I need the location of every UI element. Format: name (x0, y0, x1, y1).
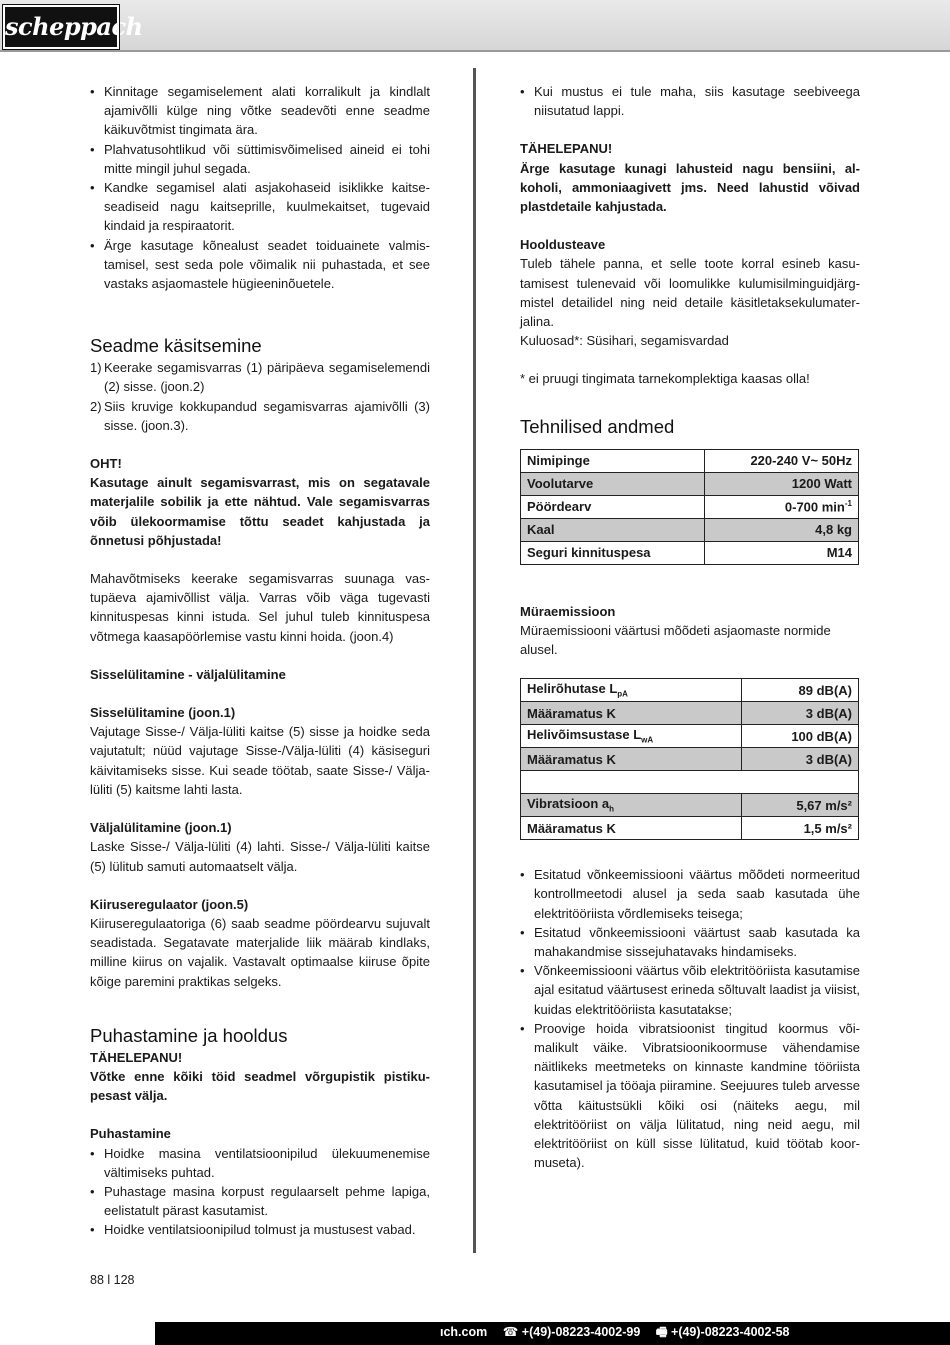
switch-on-heading: Sisselülitamine (joon.1) (90, 705, 236, 721)
noise-vibration-table (520, 678, 859, 840)
spec-value: 5,67 m/s² (741, 794, 858, 817)
section-title-cleaning: Puhastamine ja hooldus (90, 1024, 288, 1046)
footer-website[interactable]: ıch.com (440, 1325, 488, 1339)
list-item: • Hoidke ventilatsioonipilud tolmust ja mustusest vabad. (90, 1220, 430, 1239)
list-item: • Esitatud võnkeemissiooni väärtus mõõdeti normeeritud kontrollmeetodi alusel ja seda saab kasutada ühe elektritööriista võrdlemiseks teisega; (520, 865, 860, 923)
cleaning-continued-list (520, 82, 860, 120)
list-item: • Võnkeemissiooni väärtus võib elektritööriista kasutamise ajal esitatud väärtusest erineda sõltuvalt laadist ja viisist, kuidas elektritööriista kasutatakse; (520, 961, 860, 1019)
list-item: • Puhastage masina korpust regulaarselt pehme lapiga, eelistatult pärast kasutamist. (90, 1182, 430, 1220)
table-row (521, 748, 859, 771)
spec-value: 4,8 kg (704, 518, 858, 541)
step-text: Siis kruvige kokkupandud segamisvarras ajamivõlli (3) sisse. (joon.3). (104, 398, 430, 433)
table-row (521, 817, 859, 840)
step-text: Keerake segamisvarras (1) päripäeva segamiselemendi (2) sisse. (joon.2) (104, 360, 430, 395)
label-text: Vibratsioon a (527, 796, 610, 812)
warning-text: Kasutage ainult segamisvarrast, mis on segatavale materjalile sobilik ja ette nähtud. Vale segamisvarras võib ülekoormamise tõttu seadet kahjustada ja õnnetusi põhjustada! (90, 475, 430, 548)
column-divider (473, 68, 476, 1253)
step-item (90, 358, 430, 396)
speed-regulator-heading: Kiiruseregulaator (joon.5) (90, 896, 249, 912)
switch-off-heading: Väljalülitamine (joon.1) (90, 820, 232, 836)
spec-value (704, 495, 858, 518)
table-row (521, 495, 859, 518)
spec-value: 89 dB(A) (741, 679, 858, 702)
list-item: • Plahvatusohtlikud või süttimisvõimelised aineid ei tohi mitte mingil juhul segada. (90, 140, 430, 178)
list-item: • Ärge kasutage kõnealust seadet toiduainete valmistamisel, sest seda pole võimalik nii puhastada, et see vastaks asjaomastele hügieeninõuetele. (90, 236, 430, 294)
spec-label: Määramatus K (521, 748, 742, 771)
footer-contact (440, 1322, 802, 1342)
label-subscript: wA (641, 736, 654, 746)
table-row (521, 679, 859, 702)
table-row-empty (521, 771, 859, 794)
spec-label (521, 725, 742, 748)
list-item: • Kui mustus ei tule maha, siis kasutage seebiveega niisutatud lappi. (520, 82, 860, 120)
list-item: • Kandke segamisel alati asjakohaseid isiklikke kaitseseadiseid nagu kaitseprille, kuulmekaitset, tugevaid kindaid ja respiraatorit. (90, 178, 430, 236)
table-row (521, 725, 859, 748)
cleaning-bullet-list (90, 1144, 430, 1240)
list-item: • Proovige hoida vibratsioonist tingitud koormus võimalikult väike. Vibratsioonikoormuse vähendamise näitlikeks meetmeteks on kinnaste kandmine tööriista kasutamisel ja tööaja piiramine. Seejuures tuleb arvesse võtta käitustsükli kõiki osi (näiteks aegu, mil elektritööriist on välja lülitatud, ning neid aegu, mil elektritööriist on küll sisse lülitatud, kuid töötab koormuseta). (520, 1019, 860, 1173)
section-title-technical-data: Tehnilised andmed (520, 415, 675, 437)
wear-parts-text: Kuluosad*: Süsihari, segamisvardad (520, 333, 729, 349)
caution-text: Ärge kasutage kunagi lahusteid nagu bensiini, alkoholi, ammoniaagivett jms. Need lahustid võivad plastdetaile kahjustada. (520, 160, 860, 215)
table-row (521, 702, 859, 725)
spec-value: 100 dB(A) (741, 725, 858, 748)
page-number: 88 l 128 (90, 1273, 135, 1287)
spec-label (521, 794, 742, 817)
technical-data-table (520, 449, 859, 565)
caution-label: TÄHELEPANU! (90, 1049, 183, 1065)
footer-fax: 🖷 +(49)-08223-4002-58 (655, 1325, 790, 1339)
speed-value: 0-700 min (784, 499, 845, 515)
speed-regulator-text: Kiiruseregulaatoriga (6) saab seadme pöördearvu sujuvalt seadistada. Segatavate materjalide liik määrab kindlaks, milline kiirus on vajalik. Vastavalt optimaalse kiiruse õpite kõige paremini praktikas selgeks. (90, 915, 430, 989)
spec-value: M14 (704, 541, 858, 564)
switch-off-text: Laske Sisse-/ Välja-lüliti (4) lahti. Sisse-/ Välja-lüliti kaitse (5) lülitub samuti automaatselt välja. (90, 839, 430, 874)
switch-on-text: Vajutage Sisse-/ Välja-lüliti kaitse (5) sisse ja hoidke seda vajutatult; nüüd vajutage Sisse-/Välja-lüliti (4) käsiseguri käivitamiseks sisse. Kui seade töötab, saate Sisse-/ Välja-lüliti (5) kaitsme lahti lasta. (90, 724, 430, 797)
label-text: Helivõimsustase L (527, 727, 642, 743)
footnote-text: * ei pruugi tingimata tarnekomplektiga kaasas olla! (520, 371, 810, 387)
spec-value: 3 dB(A) (741, 702, 858, 725)
noise-heading: Müraemissioon (520, 603, 616, 619)
spec-value: 1200 Watt (704, 472, 858, 495)
speed-unit-exponent: -1 (844, 498, 852, 508)
removal-text: Mahavõtmiseks keerake segamisvarras suunaga vastupäeva ajamivõllist välja. Varras võib väga tugevasti kinnituspesas kinni istuda. Sel juhul tuleb kinnituspesa võtmega kaasapöörlemise vastu kinni hoida. (joon.4) (90, 571, 430, 644)
spec-label: Kaal (521, 518, 705, 541)
spec-value: 1,5 m/s² (741, 817, 858, 840)
spec-label (521, 679, 742, 702)
footer-bar (155, 1322, 950, 1345)
onoff-heading: Sisselülitamine - väljalülitamine (90, 666, 286, 682)
spec-label: Nimipinge (521, 449, 705, 472)
step-number: 2) (90, 398, 102, 414)
vibration-bullet-list (520, 865, 860, 1172)
noise-text: Müraemissiooni väärtusi mõõdeti asjaomaste normide alusel. (520, 622, 831, 658)
spec-label: Seguri kinnituspesa (521, 541, 705, 564)
maintenance-text: Tuleb tähele panna, et selle toote korral esineb kasutamisest tulenevaid või loomulikke kulumisilminguidjärgmistel detailidel ning neid detaile käsitletaksekulumaterjalina. (520, 256, 860, 330)
step-item (90, 397, 430, 435)
right-column (520, 82, 860, 1173)
table-row (521, 794, 859, 817)
step-number: 1) (90, 360, 102, 376)
table-row (521, 449, 859, 472)
operation-steps (90, 358, 430, 435)
spec-label: Määramatus K (521, 702, 742, 725)
maintenance-heading: Hooldusteave (520, 237, 606, 253)
empty-cell (521, 771, 859, 794)
table-row (521, 472, 859, 495)
list-item: • Kinnitage segamiselement alati korralikult ja kindlalt ajamivõlli külge ning võtke seadevõti enne seadme käikuvõtmist tingimata ära. (90, 82, 430, 140)
label-subscript: h (609, 805, 615, 815)
list-item: • Esitatud võnkeemissiooni väärtust saab kasutada ka mahakandmise sissejuhatavaks hindamiseks. (520, 923, 860, 961)
cleaning-heading: Puhastamine (90, 1126, 171, 1142)
spec-label: Pöördearv (521, 495, 705, 518)
list-item: • Hoidke masina ventilatsioonipilud ülekuumenemise vältimiseks puhtad. (90, 1144, 430, 1182)
caution-label: TÄHELEPANU! (520, 141, 613, 157)
label-subscript: pA (617, 690, 628, 700)
spec-label: Määramatus K (521, 817, 742, 840)
warning-label: OHT! (90, 456, 122, 472)
table-row (521, 541, 859, 564)
caution-text: Võtke enne kõiki töid seadmel võrgupistik pistikupesast välja. (90, 1068, 430, 1104)
spec-value: 3 dB(A) (741, 748, 858, 771)
left-column (90, 82, 430, 1240)
scheppach-logo: scheppach (3, 5, 119, 49)
table-row (521, 518, 859, 541)
spec-label: Voolutarve (521, 472, 705, 495)
safety-bullet-list (90, 82, 430, 293)
label-text: Helirõhutase L (527, 681, 618, 697)
spec-value: 220-240 V~ 50Hz (704, 449, 858, 472)
section-title-operation: Seadme käsitsemine (90, 335, 262, 357)
footer-phone: ☎ +(49)-08223-4002-99 (502, 1325, 641, 1339)
